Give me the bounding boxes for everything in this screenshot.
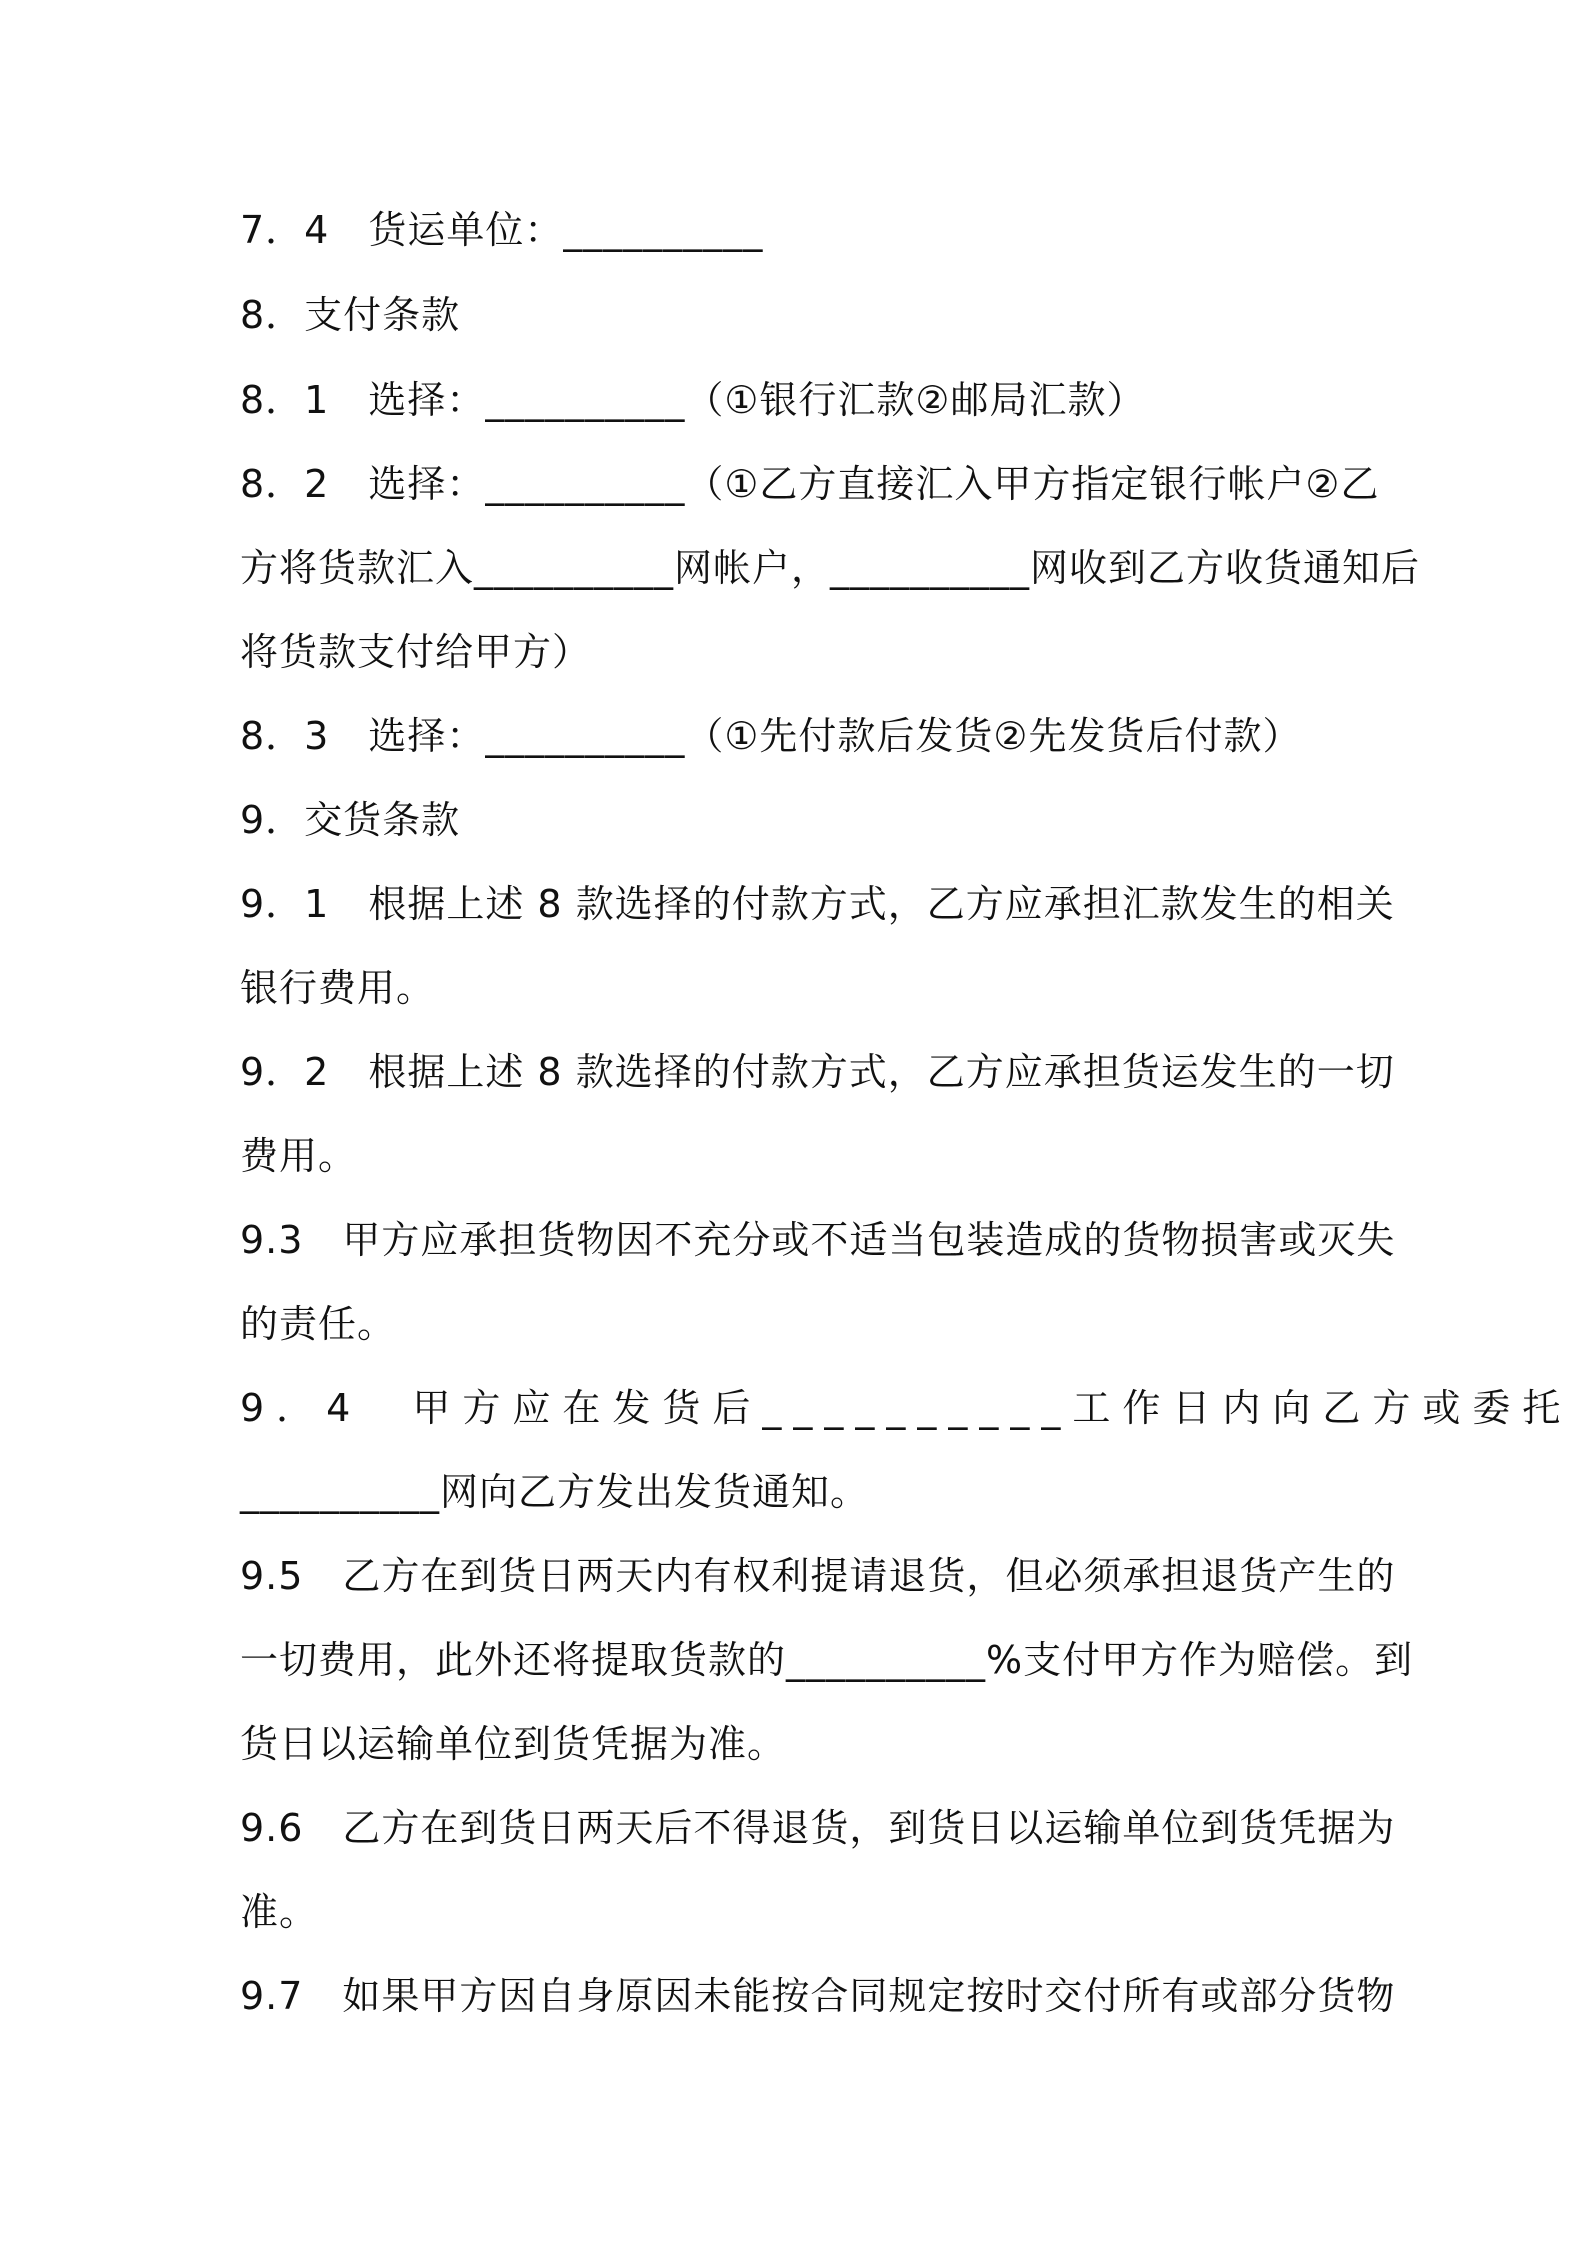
clause-9-5-line-1: 9.5 乙方在到货日两天内有权利提请退货，但必须承担退货产生的 xyxy=(240,1554,1396,1598)
clause-9-5-line-2: 一切费用，此外还将提取货款的__________%支付甲方作为赔偿。到 xyxy=(240,1638,1414,1682)
clause-8-3: 8．3 选择：__________（①先付款后发货②先发货后付款） xyxy=(240,714,1302,758)
clause-8-2-line-1: 8．2 选择：__________（①乙方直接汇入甲方指定银行帐户②乙 xyxy=(240,462,1380,506)
section-8-heading: 8．支付条款 xyxy=(240,293,461,337)
clause-8-2-line-2: 方将货款汇入__________网帐户，__________网收到乙方收货通知后 xyxy=(240,546,1421,590)
clause-9-4-line-2: __________网向乙方发出发货通知。 xyxy=(240,1470,870,1514)
clause-9-3-line-2: 的责任。 xyxy=(240,1302,397,1346)
clause-9-6-line-1: 9.6 乙方在到货日两天后不得退货，到货日以运输单位到货凭据为 xyxy=(240,1806,1396,1850)
section-9-heading: 9．交货条款 xyxy=(240,798,461,842)
clause-9-4-line-1: 9．4 甲方应在发货后__________工作日内向乙方或委托 xyxy=(240,1386,1573,1430)
clause-8-2-line-3: 将货款支付给甲方） xyxy=(240,630,592,674)
clause-9-2-line-2: 费用。 xyxy=(240,1134,358,1178)
clause-9-1-line-1: 9．1 根据上述 8 款选择的付款方式，乙方应承担汇款发生的相关 xyxy=(240,882,1395,926)
clause-9-5-line-3: 货日以运输单位到货凭据为准。 xyxy=(240,1722,787,1766)
clause-8-1: 8．1 选择：__________（①银行汇款②邮局汇款） xyxy=(240,378,1146,422)
clause-9-6-line-2: 准。 xyxy=(240,1890,319,1934)
clause-9-7-line-1: 9.7 如果甲方因自身原因未能按合同规定按时交付所有或部分货物 xyxy=(240,1974,1396,2018)
clause-7-4: 7．4 货运单位：__________ xyxy=(240,208,764,252)
clause-9-3-line-1: 9.3 甲方应承担货物因不充分或不适当包装造成的货物损害或灭失 xyxy=(240,1218,1396,1262)
clause-9-2-line-1: 9．2 根据上述 8 款选择的付款方式，乙方应承担货运发生的一切 xyxy=(240,1050,1395,1094)
clause-9-1-line-2: 银行费用。 xyxy=(240,966,436,1010)
